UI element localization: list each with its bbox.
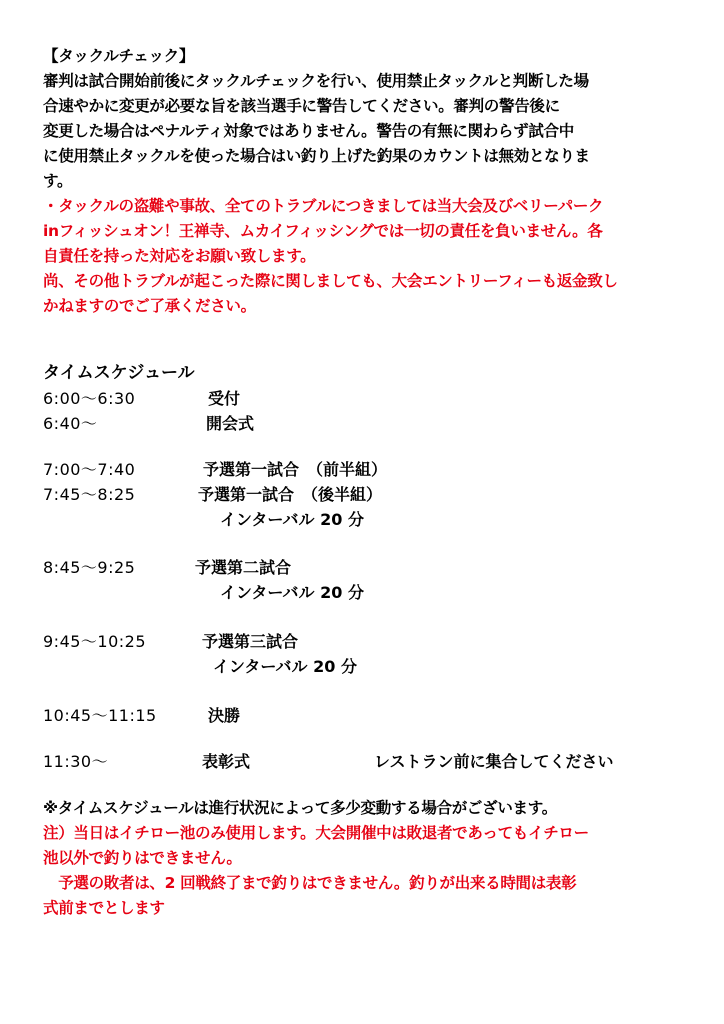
- schedule-time: 7:45～8:25: [43, 485, 136, 504]
- notice-line: 式前までとします: [43, 899, 165, 917]
- gathering-instruction: レストラン前に集合してください: [374, 752, 614, 771]
- tackle-check-line: 審判は試合開始前後にタックルチェックを行い、使用禁止タックルと判断した場: [43, 72, 589, 90]
- schedule-event: 決勝: [208, 706, 241, 725]
- disclaimer-line: ・タックルの盗難や事故、全てのトラブルにつきましては当大会及びベリーパーク: [43, 197, 604, 215]
- schedule-event: 受付: [208, 389, 241, 408]
- schedule-time: 6:00～6:30: [43, 389, 136, 408]
- schedule-time: 8:45～9:25: [43, 558, 136, 577]
- schedule-note: ※タイムスケジュールは進行状況によって多少変動する場合がございます。: [43, 799, 557, 817]
- schedule-event: 予選第一試合 （前半組）: [203, 460, 388, 479]
- disclaimer-line: inフィッシュオン！王禅寺、ムカイフィッシングでは一切の責任を負いません。各: [43, 222, 603, 240]
- schedule-time: 7:00～7:40: [43, 460, 136, 479]
- notes-section: [43, 796, 683, 921]
- tackle-check-line: に使用禁止タックルを使った場合はい釣り上げた釣果のカウントは無効となりま: [43, 147, 590, 165]
- tackle-check-section: [43, 44, 683, 319]
- tackle-check-line: 変更した場合はペナルティ対象ではありません。警告の有無に関わらず試合中: [43, 122, 574, 140]
- schedule-time: 10:45～11:15: [43, 706, 157, 725]
- schedule-event: 表彰式: [202, 752, 251, 771]
- schedule-event: 開会式: [206, 414, 255, 433]
- schedule-event: 予選第二試合: [195, 558, 292, 577]
- schedule-time: 6:40～: [43, 414, 98, 433]
- notice-line: 池以外で釣りはできません。: [43, 849, 242, 867]
- notice-line: 注）当日はイチロー池のみ使用します。大会開催中は敗退者であってもイチロー: [43, 824, 589, 842]
- tackle-check-heading: 【タックルチェック】: [43, 47, 195, 65]
- tackle-check-line: 合速やかに変更が必要な旨を該当選手に警告してください。審判の警告後に: [43, 97, 560, 115]
- disclaimer-line: 尚、その他トラブルが起こった際に関しましても、大会エントリーフィーも返金致し: [43, 272, 618, 290]
- notice-line: 予選の敗者は、2 回戦終了まで釣りはできません。釣りが出来る時間は表彰: [43, 874, 577, 892]
- disclaimer-line: かねますのでご了承ください。: [43, 297, 256, 315]
- tackle-check-line: す。: [43, 172, 73, 190]
- interval-label: インターバル 20 分: [220, 510, 364, 529]
- schedule-time: 9:45～10:25: [43, 632, 147, 651]
- schedule-event: 予選第一試合 （後半組）: [198, 485, 383, 504]
- schedule-title: タイムスケジュール: [43, 363, 195, 383]
- schedule-time: 11:30～: [43, 752, 109, 771]
- schedule-event: 予選第三試合: [202, 632, 299, 651]
- disclaimer-line: 自責任を持った対応をお願い致します。: [43, 247, 316, 265]
- interval-label: インターバル 20 分: [220, 583, 364, 602]
- interval-label: インターバル 20 分: [213, 657, 357, 676]
